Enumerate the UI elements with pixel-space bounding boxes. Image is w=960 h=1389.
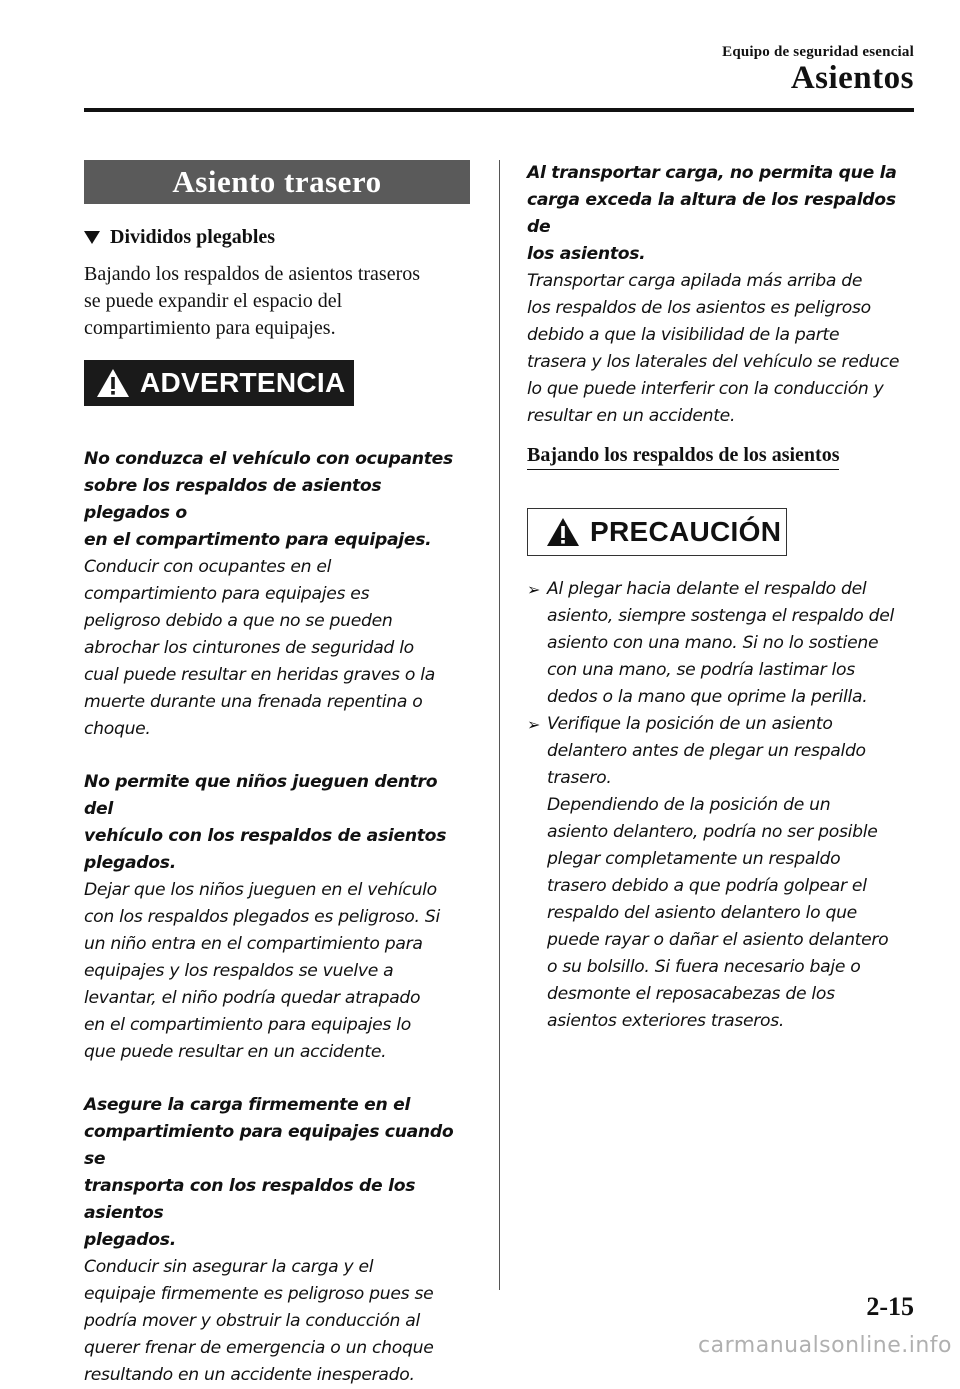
bullet-line: respaldo del asiento delantero lo que <box>547 903 857 923</box>
warning-bold-line: No permite que niños jueguen dentro del <box>84 772 438 819</box>
caution-badge <box>527 508 787 556</box>
warning-bold-line: carga exceda la altura de los respaldos de <box>527 190 896 237</box>
bullet-line: Al plegar hacia delante el respaldo del <box>547 579 867 599</box>
warning-text-line: equipajes y los respaldos se vuelve a <box>84 961 394 981</box>
bullet-line: dedos o la mano que oprime la perilla. <box>547 687 868 707</box>
bullet-line: o su bolsillo. Si fuera necesario baje o <box>547 957 861 977</box>
warning-text-line: peligroso debido a que no se pueden <box>84 611 393 631</box>
warning-text-line: cual puede resultar en heridas graves o la <box>84 665 435 685</box>
warning-text-line: que puede resultar en un accidente. <box>84 1042 387 1062</box>
warning-bold-line: sobre los respaldos de asientos plegados o <box>84 476 382 523</box>
bullet-line: asiento delantero, podría no ser posible <box>547 822 878 842</box>
caution-label: PRECAUCIÓN <box>590 516 782 547</box>
bullet-line: puede rayar o dañar el asiento delantero <box>547 930 889 950</box>
warning-text-line: con los respaldos plegados es peligroso. Si <box>84 907 440 927</box>
section-banner: Asiento trasero <box>84 160 470 204</box>
bullet-line: desmonte el reposacabezas de los <box>547 984 835 1004</box>
bullet-line: asiento, siempre sostenga el respaldo del <box>547 606 894 626</box>
warning-bold-line: No conduzca el vehículo con ocupantes <box>84 449 453 469</box>
warning-bold-line: en el compartimento para equipajes. <box>84 530 432 550</box>
bullet-line: trasero. <box>547 768 612 788</box>
header-chapter: Equipo de seguridad esencial <box>722 44 914 60</box>
left-column <box>84 160 470 1389</box>
header-rule <box>84 108 914 112</box>
bullet-item <box>527 711 919 1035</box>
warning-block <box>84 769 470 1066</box>
intro-line: Bajando los respaldos de asientos traseros <box>84 263 421 285</box>
warning-text-line: Transportar carga apilada más arriba de <box>527 271 863 291</box>
warning-text-line: equipaje firmemente es peligroso pues se <box>84 1284 434 1304</box>
warning-text-line: Conducir con ocupantes en el <box>84 557 332 577</box>
right-column <box>527 160 919 1035</box>
warning-label: ADVERTENCIA <box>140 367 346 398</box>
warning-bold-line: Asegure la carga firmemente en el <box>84 1095 411 1115</box>
warning-text-line: querer frenar de emergencia o un choque <box>84 1338 434 1358</box>
warning-badge <box>84 360 354 406</box>
warning-text-line: abrochar los cinturones de seguridad lo <box>84 638 414 658</box>
warning-text-line: choque. <box>84 719 151 739</box>
bullet-line: asientos exteriores traseros. <box>547 1011 785 1031</box>
bullet-line: Dependiendo de la posición de un <box>547 795 831 815</box>
bullet-line: delantero antes de plegar un respaldo <box>547 741 866 761</box>
warning-text-line: lo que puede interferir con la conducción y <box>527 379 884 399</box>
page-number: 2-15 <box>866 1292 914 1321</box>
intro-line: se puede expandir el espacio del <box>84 290 343 312</box>
warning-bold-line: plegados. <box>84 853 176 873</box>
bullet-line: plegar completamente un respaldo <box>547 849 841 869</box>
warning-bold-line: Al transportar carga, no permita que la <box>527 163 897 183</box>
warning-bold-line: plegados. <box>84 1230 176 1250</box>
caution-icon <box>546 517 580 547</box>
header-title: Asientos <box>790 60 914 96</box>
warning-text-line: Dejar que los niños jueguen en el vehículo <box>84 880 437 900</box>
warning-text-line: debido a que la visibilidad de la parte <box>527 325 840 345</box>
warning-text-line: los respaldos de los asientos es peligroso <box>527 298 871 318</box>
warning-text-line: un niño entra en el compartimiento para <box>84 934 423 954</box>
arrow-bullet-icon: ➢ <box>527 715 541 734</box>
column-divider <box>499 160 500 1290</box>
warning-text-line: compartimiento para equipajes es <box>84 584 370 604</box>
subheading-text: Divididos plegables <box>110 226 276 248</box>
caution-bullets <box>527 576 919 1035</box>
warning-continued <box>527 160 919 430</box>
warning-bold-line: transporta con los respaldos de los asientos <box>84 1176 416 1223</box>
bullet-line: asiento con una mano. Si no lo sostiene <box>547 633 879 653</box>
bullet-line: con una mano, se podría lastimar los <box>547 660 855 680</box>
warning-bold-line: vehículo con los respaldos de asientos <box>84 826 447 846</box>
warning-block <box>84 1092 470 1389</box>
intro-paragraph <box>84 261 470 342</box>
warning-text-line: muerte durante una frenada repentina o <box>84 692 423 712</box>
intro-line: compartimiento para equipajes. <box>84 317 336 339</box>
watermark: carmanualsonline.info <box>698 1333 952 1358</box>
warning-text-line: Conducir sin asegurar la carga y el <box>84 1257 374 1277</box>
warning-icon <box>96 368 130 398</box>
warning-block <box>84 446 470 743</box>
bullet-item <box>527 576 919 711</box>
subheading <box>84 226 470 249</box>
warning-bold-line: compartimiento para equipajes cuando se <box>84 1122 454 1169</box>
bullet-line: trasero debido a que podría golpear el <box>547 876 867 896</box>
bullet-line: Verifique la posición de un asiento <box>547 714 833 734</box>
warning-text-line: resultar en un accidente. <box>527 406 736 426</box>
warning-text-line: podría mover y obstruir la conducción al <box>84 1311 421 1331</box>
warning-text-line: en el compartimiento para equipajes lo <box>84 1015 411 1035</box>
triangle-down-icon <box>84 231 100 244</box>
warning-bold-line: los asientos. <box>527 244 646 264</box>
arrow-bullet-icon: ➢ <box>527 580 541 599</box>
subsection-title: Bajando los respaldos de los asientos <box>527 444 839 470</box>
warning-text-line: trasera y los laterales del vehículo se reduce <box>527 352 900 372</box>
warning-text-line: levantar, el niño podría quedar atrapado <box>84 988 421 1008</box>
warning-text-line: resultando en un accidente inesperado. <box>84 1365 415 1385</box>
